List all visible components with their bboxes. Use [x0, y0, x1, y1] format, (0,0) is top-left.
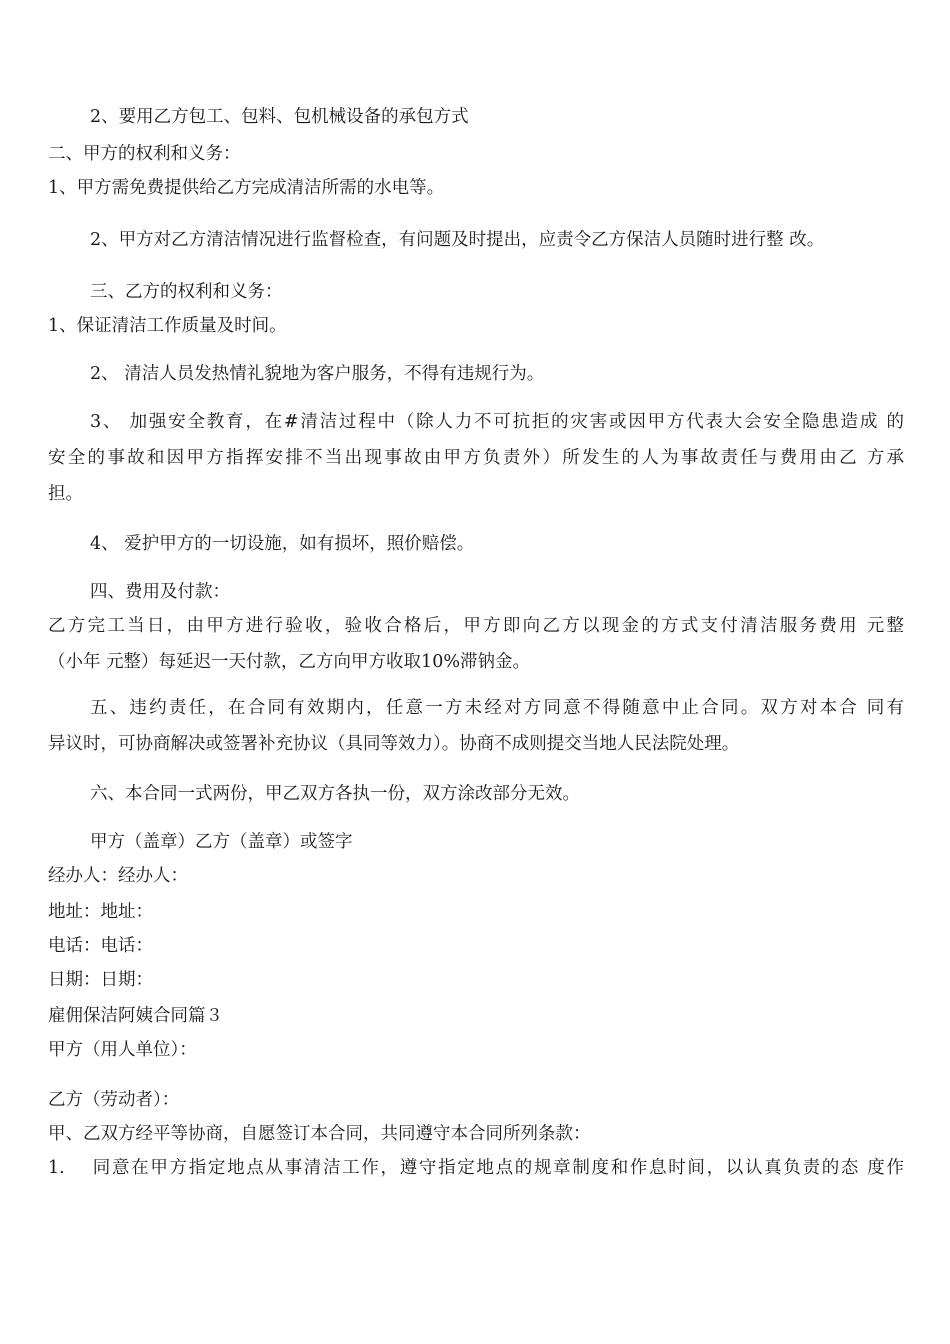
- text-line: 甲、乙双方经平等协商，自愿签订本合同，共同遵守本合同所列条款：: [48, 1124, 591, 1144]
- document-title: 雇佣保洁阿姨合同篇３: [48, 1006, 223, 1026]
- signature-field: 电话：电话：: [48, 936, 153, 956]
- section-heading: 六、本合同一式两份，甲乙双方各执一份，双方涂改部分无效。: [90, 784, 580, 804]
- party-field: 乙方（劳动者）：: [48, 1090, 180, 1110]
- text-line: 1、甲方需免费提供给乙方完成清洁所需的水电等。: [48, 178, 445, 198]
- text-line: 异议时，可协商解决或签署补充协议（具同等效力）。协商不成则提交当地人民法院处理。: [48, 734, 740, 754]
- text-line: 1. 同意在甲方指定地点从事清洁工作，遵守指定地点的规章制度和作息时间，以认真负责的态 度作: [48, 1158, 904, 1178]
- party-field: 甲方（用人单位）：: [48, 1040, 197, 1060]
- signature-field: 地址：地址：: [48, 902, 153, 922]
- text-line: 乙方完工当日，由甲方进行验收，验收合格后，甲方即向乙方以现金的方式支付清洁服务费用 元整: [48, 616, 904, 636]
- text-line: （小年 元整）每延迟一天付款，乙方向甲方收取10%滞钠金。: [48, 652, 530, 672]
- text-line: 1、保证清洁工作质量及时间。: [48, 316, 287, 336]
- section-heading: 二、甲方的权利和义务：: [48, 144, 241, 164]
- text-line: 3、 加强安全教育，在#清洁过程中（除人力不可抗拒的灾害或因甲方代表大会安全隐患造成 的: [90, 412, 904, 432]
- signature-field: 经办人：经办人：: [48, 866, 188, 886]
- section-heading: 四、费用及付款：: [90, 582, 230, 602]
- signature-line: 甲方（盖章）乙方（盖章）或签字: [90, 832, 353, 852]
- section-heading: 五、违约责任，在合同有效期内，任意一方未经对方同意不得随意中止合同。双方对本合 同有: [90, 698, 904, 718]
- signature-field: 日期：日期：: [48, 970, 153, 990]
- text-line: 安全的事故和因甲方指挥安排不当出现事故由甲方负责外）所发生的人为事故责任与费用由乙 方承: [48, 448, 904, 468]
- text-line: 2、甲方对乙方清洁情况进行监督检查，有问题及时提出，应责令乙方保洁人员随时进行整 改。: [90, 230, 825, 250]
- section-heading: 三、乙方的权利和义务：: [90, 282, 283, 302]
- text-line: 4、 爱护甲方的一切设施，如有损坏，照价赔偿。: [90, 534, 475, 554]
- text-line: 2、要用乙方包工、包料、包机械设备的承包方式: [90, 107, 469, 127]
- text-line: 担。: [48, 484, 83, 504]
- text-line: 2、 清洁人员发热情礼貌地为客户服务，不得有违规行为。: [90, 364, 545, 384]
